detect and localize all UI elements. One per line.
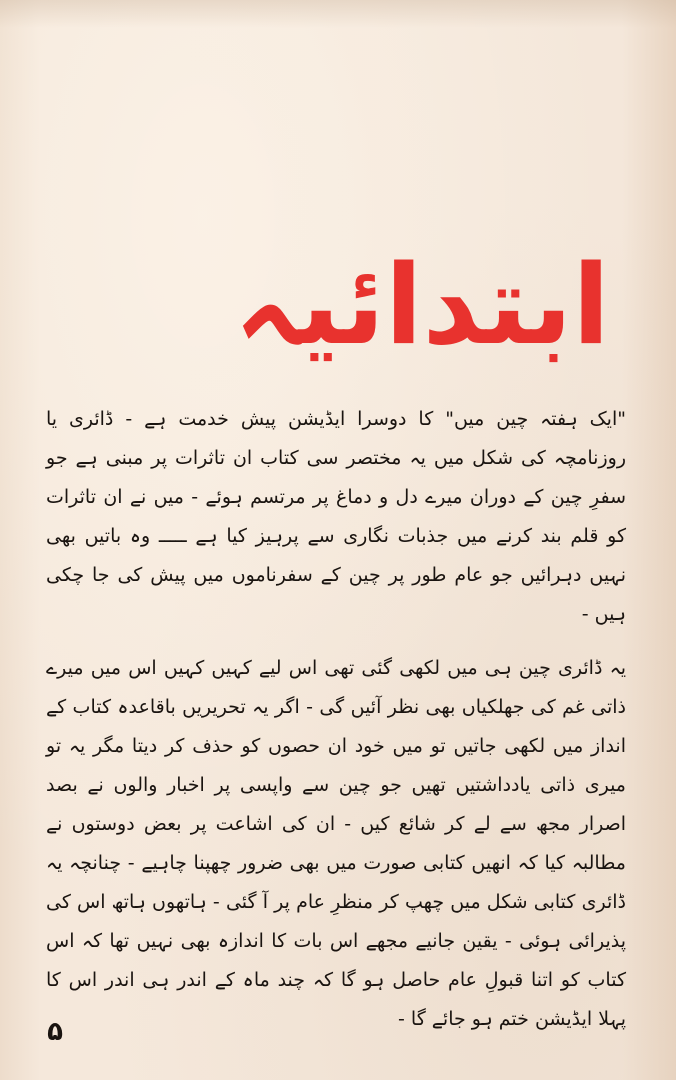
paragraph-2: یہ ڈائری چین ہی میں لکھی گئی تھی اس لیے کہیں کہیں اس میں میرے ذاتی غم کی جھلکیاں بھی نظر آئیں گی - اگر یہ تحریریں باقاعدہ کتاب کے انداز میں لکھی جاتیں تو میں خود ان حصوں کو حذف کر دیتا مگر یہ تو میری ذاتی یادداشتیں تھیں جو چین سے واپسی پر اخبار والوں نے بصد اصرار مجھ سے لے کر شائع کیں - ان کی اشاعت پر بعض دوستوں نے مطالبہ کیا کہ انھیں کتابی صورت میں بھی ضرور چھپنا چاہیے - چنانچہ یہ ڈائری کتابی شکل میں چھپ کر منظرِ عام پر آ گئی - ہاتھوں ہاتھ اس کی پذیرائی ہوئی - یقین جانیے مجھے اس بات کا اندازہ بھی نہیں تھا کہ اس کتاب کو اتنا قبولِ عام حاصل ہو گا کہ چند ماہ کے اندر ہی اندر اس کا پہلا ایڈیشن ختم ہو جائے گا - [46,657,626,1030]
page-number: ۵ [47,1017,63,1047]
chapter-heading: ابتدائیہ [234,241,610,369]
page-edge-shadow [0,0,676,28]
paragraph-1: "ایک ہفتہ چین میں" کا دوسرا ایڈیشن پیش خدمت ہے - ڈائری یا روزنامچہ کی شکل میں یہ مختصر سی کتاب ان تاثرات پر مبنی ہے جو سفرِ چین کے دوران میرے دل و دماغ پر مرتسم ہوئے - میں نے ان تاثرات کو قلم بند کرنے میں جذبات نگاری سے پرہیز کیا ہے ـــــ وہ باتیں بھی نہیں دہرائیں جو عام طور پر چین کے سفرناموں میں پیش کی جا چکی ہیں - [46,408,626,625]
chapter-body [46,400,626,1039]
